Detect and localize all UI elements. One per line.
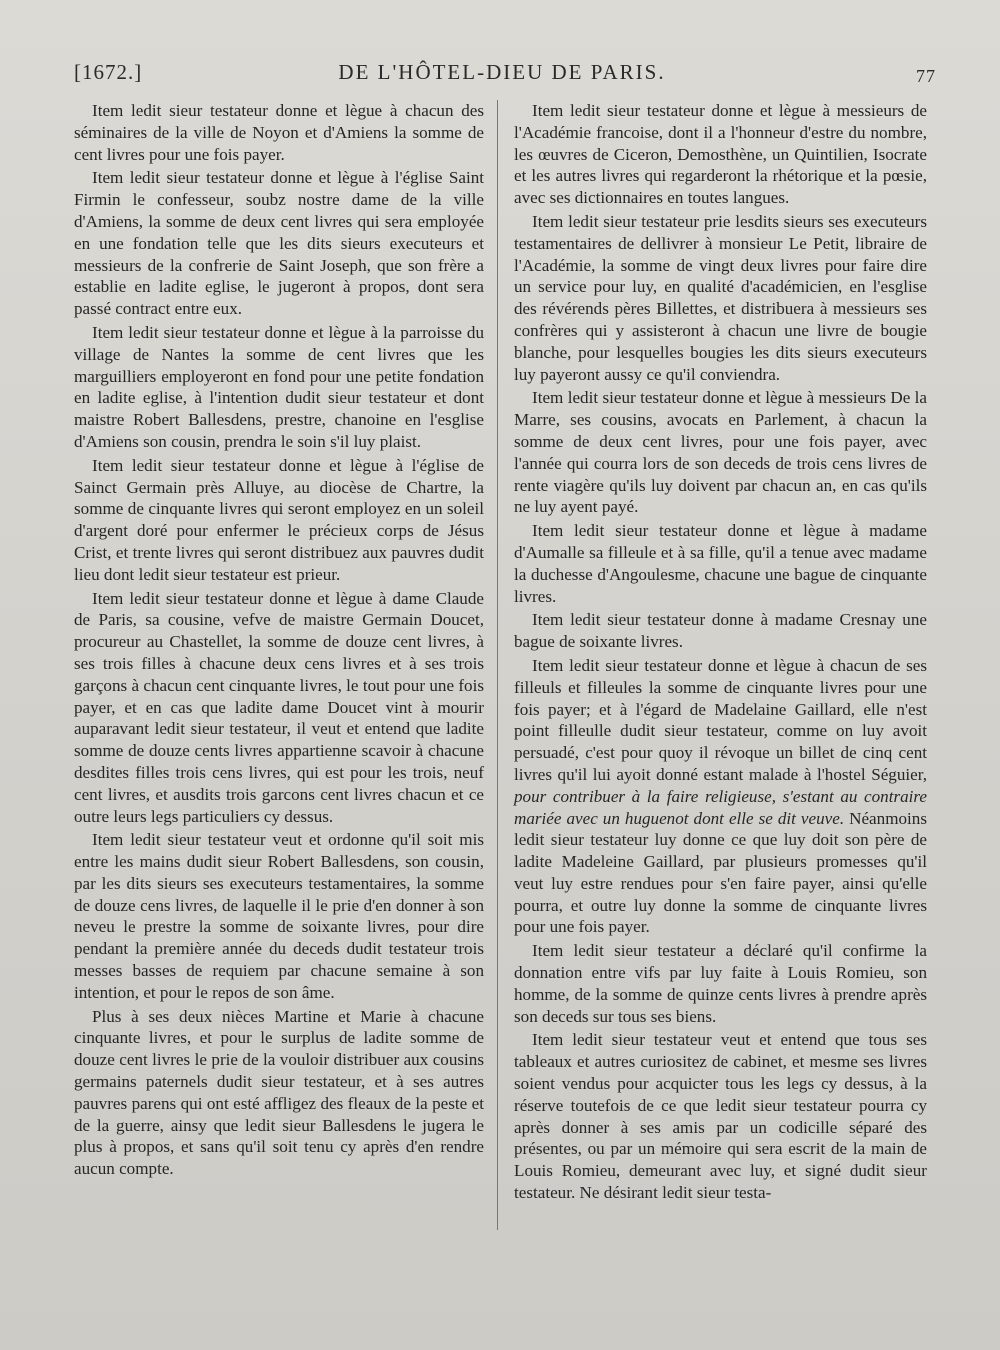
paragraph: Item ledit sieur testateur donne et lègue à l'église Saint Firmin le confesseur, soubz nostre dame de la ville d'Amiens, la somme de deux cent livres qui sera employée en une fondation telle que les dits sieurs executeurs et messieurs de la confrerie de Saint Joseph, que son frère a establie en ladite eglise, le jugeront à propos, dont sera passé contract entre eux. bbox=[74, 168, 484, 319]
paragraph-mixed bbox=[514, 655, 927, 938]
paragraph: Item ledit sieur testateur donne et lègue à messieurs de l'Académie francoise, dont il a l'honneur d'estre du nombre, les œuvres de Ciceron, Demosthène, un Quintilien, Isocrate et les autres livres qui regarderont la rhétorique et la pœsie, avec ses dictionnaires en toutes langues. bbox=[514, 101, 927, 208]
paragraph: Item ledit sieur testateur veut et entend que tous ses tableaux et autres curiositez de cabinet, et mesme ses livres soient vendus pour acquicter tous les legs cy dessus, à la réserve toutefois de ce que ledit sieur testateur pourra cy après donner à ses amis par un codicille séparé des présentes, ou par un mémoire qui sera escrit de la main de Louis Romieu, demeurant avec luy, et signé dudit sieur testateur. Ne désirant ledit sieur testa- bbox=[514, 1030, 927, 1203]
running-header bbox=[62, 60, 942, 96]
header-year: [1672.] bbox=[74, 60, 143, 84]
paragraph: Item ledit sieur testateur donne et lègue à messieurs De la Marre, ses cousins, avocats en Parlement, à chacun la somme de deux cent livres, pour une fois payer, avec l'année qui courra lors de son deceds de trois cens livres de rente viagère qu'ils luy doivent par chacun an, en cas qu'ils ne luy ayent payé. bbox=[514, 388, 927, 517]
paragraph: Item ledit sieur testateur donne et lègue à chacun des séminaires de la ville de Noyon et d'Amiens la somme de cent livres pour une fois payer. bbox=[74, 101, 484, 164]
paragraph-text: Néanmoins ledit sieur testateur luy donne ce que luy doit son père de ladite Madeleine Gaillard, par plusieurs promesses qu'il veut luy estre rendues pour s'en faire payer, ainsi qu'elle pourra, et outre luy donne la somme de cinquante livres pour une fois payer. bbox=[514, 808, 927, 937]
paragraph: Item ledit sieur testateur donne et lègue à madame d'Aumalle sa filleule et à sa fille, qu'il a tenue avec madame la duchesse d'Angoulesme, chacune une bague de cinquante livres. bbox=[514, 521, 927, 606]
header-title: DE L'HÔTEL-DIEU DE PARIS. bbox=[338, 60, 666, 84]
italic-passage: pour contribuer à la faire religieuse, s'estant au contraire mariée avec un huguenot dont elle se dit veuve. bbox=[514, 786, 927, 828]
paragraph: Plus à ses deux nièces Martine et Marie à chacune cinquante livres, et pour le surplus de ladite somme de douze cent livres le prie de la vouloir distribuer aux cousins germains paternels dudit sieur testateur, et à ses autres pauvres parens qui ont esté affligez des fleaux de la peste et de la guerre, ainsy que ledit sieur Ballesdens le jugera le plus à propos, et sans qu'il soit tenu cy après d'en rendre aucun compte. bbox=[74, 1006, 484, 1179]
paragraph: Item ledit sieur testateur a déclaré qu'il confirme la donnation entre vifs par luy faite à Louis Romieu, son homme, de la somme de quinze cents livres à prendre après son deceds sur tous ses biens. bbox=[514, 941, 927, 1026]
left-column bbox=[74, 100, 484, 1182]
paragraph: Item ledit sieur testateur donne et lègue à la parroisse du village de Nantes la somme de cent livres que les marguilliers employeront en fond pour une petite fondation en ladite eglise, à l'intention dudit sieur testateur et dont maistre Robert Ballesdens, prestre, chanoine en l'esglise d'Amiens son cousin, prendra le soin s'il luy plaist. bbox=[74, 322, 484, 451]
paragraph-text: Item ledit sieur testateur donne et lègue à chacun de ses filleuls et filleules la somme de cinquante livres pour une fois payer; et à l'égard de Madelaine Gaillard, elle n'est point filleulle dudit sieur testateur, comme on luy avoit persuadé, c'est pour quoy il révoque un billet de cinq cent livres qu'il lui ayoit donné estant malade à l'hostel Séguier, bbox=[514, 655, 927, 784]
paragraph: Item ledit sieur testateur donne à madame Cresnay une bague de soixante livres. bbox=[514, 610, 927, 652]
paragraph: Item ledit sieur testateur donne et lègue à dame Claude de Paris, sa cousine, vefve de maistre Germain Doucet, procureur au Chastellet, la somme de douze cent livres, à ses trois filles à chacune deux cens livres et à ses trois garçons à chacun cent cinquante livres, le tout pour une fois payer, et en cas que ladite dame Doucet vint à mourir auparavant ledit sieur testateur, il veut et entend que ladite somme de douze cents livres appartienne scavoir à chacune desdites filles trois cens livres, qui est pour les trois, neuf cent livres, et ausdits trois garcons cent livres chacun et ce outre leurs legs particuliers cy dessus. bbox=[74, 588, 484, 826]
paragraph: Item ledit sieur testateur donne et lègue à l'église de Sainct Germain près Alluye, au diocèse de Chartre, la somme de cinquante livres qui seront employez en un soleil d'argent doré pour enfermer le précieux corps de Jésus Crist, et trente livres qui seront distribuez aux pauvres dudit lieu dont ledit sieur testateur est prieur. bbox=[74, 455, 484, 584]
right-column bbox=[514, 100, 927, 1206]
column-divider bbox=[497, 100, 498, 1230]
paragraph: Item ledit sieur testateur prie lesdits sieurs ses executeurs testamentaires de dellivrer à monsieur Le Petit, libraire de l'Académie, la somme de vingt deux livres pour faire dire un service pour luy, en qualité d'académicien, en l'esglise des révérends pères Billettes, et distribuera à messieurs ses confrères qui y assisteront à chacun une livre de bougie blanche, pour lesquelles bougies les dits sieurs executeurs luy payeront aussy ce qu'il conviendra. bbox=[514, 211, 927, 384]
page-number: 77 bbox=[916, 66, 936, 86]
paragraph: Item ledit sieur testateur veut et ordonne qu'il soit mis entre les mains dudit sieur Robert Ballesdens, son cousin, par les dits sieurs ses executeurs testamentaires, la somme de douze cens livres, de laquelle il le prie d'en donner à son neveu le prestre la somme de soixante livres, pour dire pendant la première année du deceds dudit testateur trois messes basses de requiem par chacune semaine à son intention, et pour le repos de son âme. bbox=[74, 830, 484, 1002]
